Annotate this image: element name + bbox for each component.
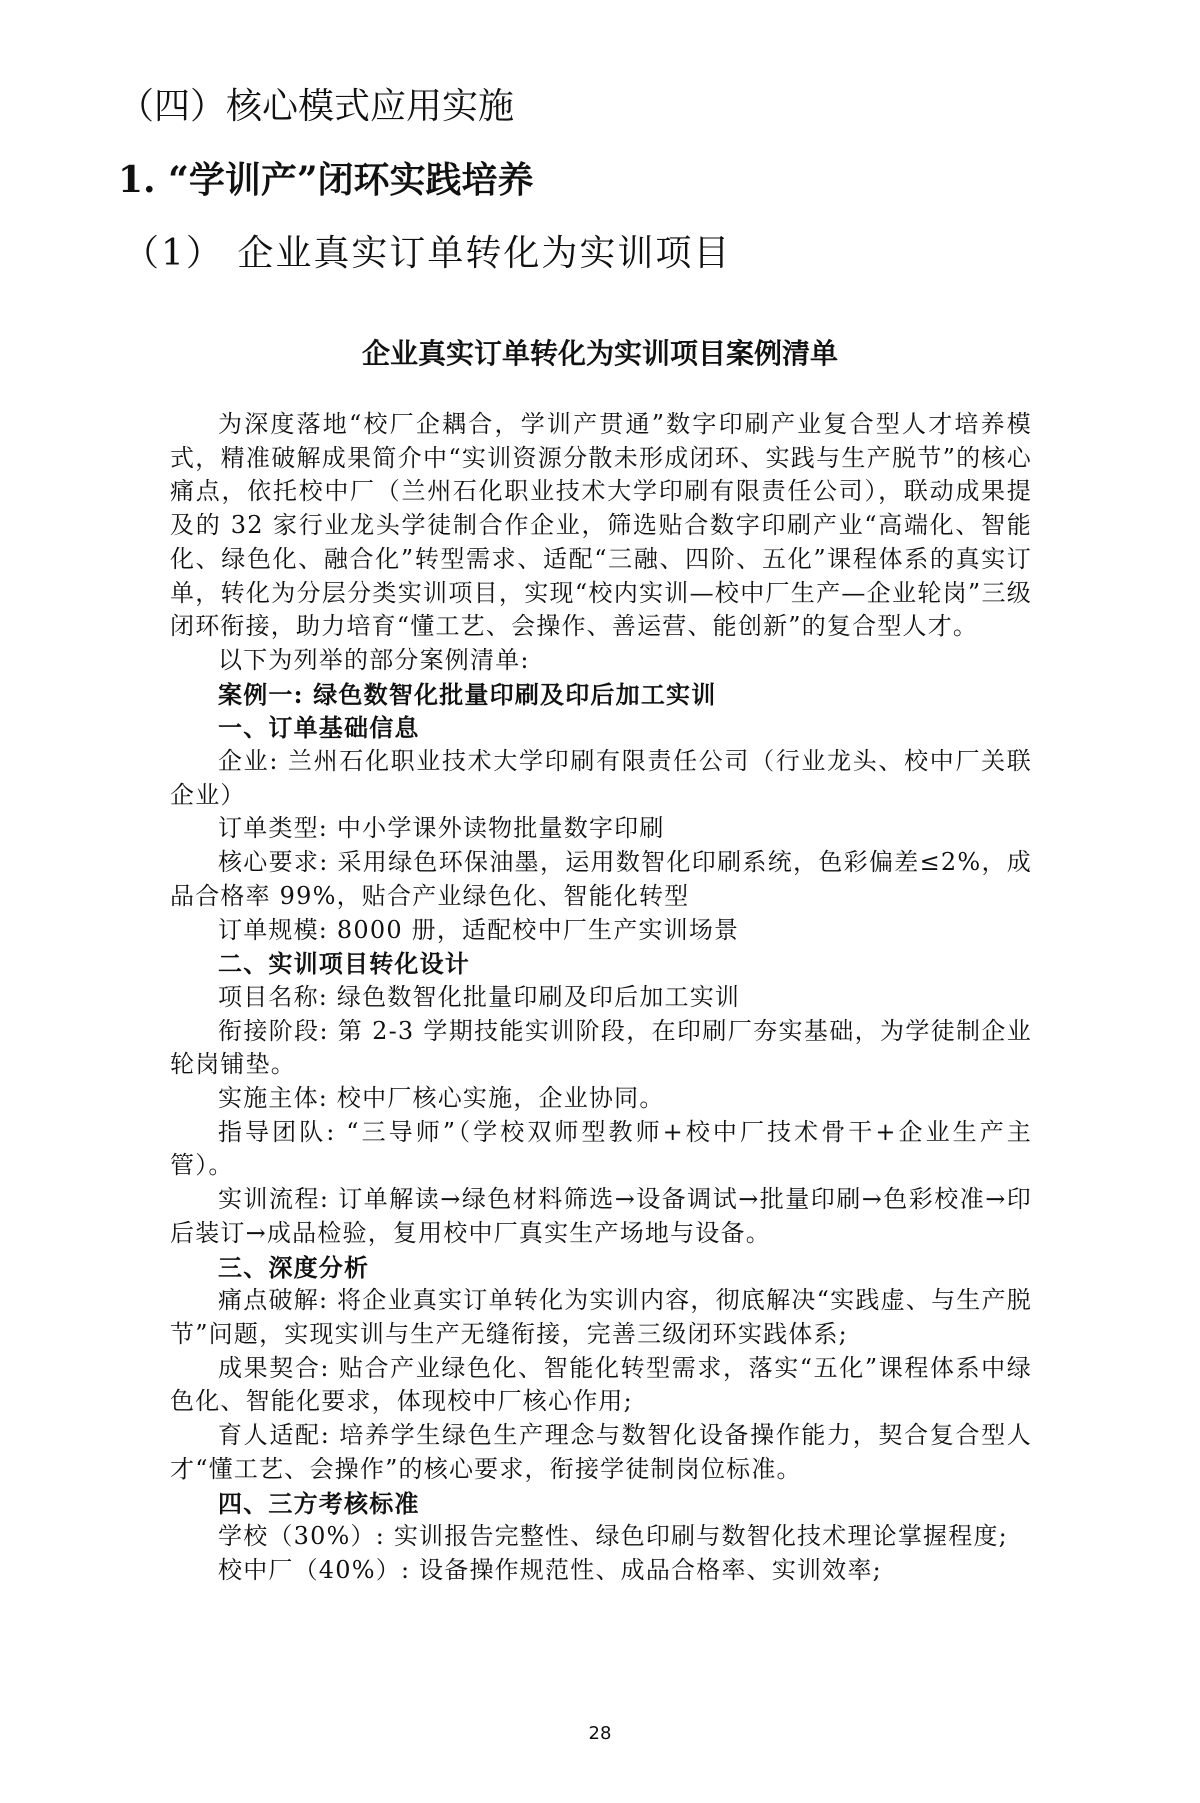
subsection-heading: 1. “学训产”闭环实践培养	[118, 159, 534, 201]
paragraph: 衔接阶段: 第 2-3 学期技能实训阶段，在印刷厂夯实基础，为学徒制企业轮岗铺垫。	[170, 1016, 1032, 1079]
case-heading: 一、订单基础信息	[218, 713, 420, 743]
document-title: 企业真实订单转化为实训项目案例清单	[361, 337, 838, 370]
section-heading: （四）核心模式应用实施	[118, 86, 515, 127]
page-number: 28	[588, 1723, 612, 1744]
paragraph: 指导团队: “三导师”（学校双师型教师+校中厂技术骨干+企业生产主管）。	[170, 1117, 1032, 1180]
paragraph: 订单类型: 中小学课外读物批量数字印刷	[218, 814, 665, 843]
paragraph: 订单规模: 8000 册，适配校中厂生产实训场景	[218, 915, 740, 944]
paragraph: 学校（30%）: 实训报告完整性、绿色印刷与数智化技术理论掌握程度;	[218, 1522, 1008, 1551]
paragraph: 项目名称: 绿色数智化批量印刷及印后加工实训	[218, 982, 741, 1011]
case-heading: 案例一: 绿色数智化批量印刷及印后加工实训	[218, 679, 717, 709]
paragraph: 育人适配: 培养学生绿色生产理念与数智化设备操作能力，契合复合型人才“懂工艺、会操作”的核心要求，衔接学徒制岗位标准。	[170, 1421, 1032, 1483]
paragraph: 校中厂（40%）: 设备操作规范性、成品合格率、实训效率;	[218, 1555, 882, 1584]
case-heading: 四、三方考核标准	[218, 1488, 420, 1518]
paragraph: 成果契合: 贴合产业绿色化、智能化转型需求，落实“五化”课程体系中绿色化、智能化要求，体现校中厂核心作用;	[170, 1353, 1032, 1416]
paragraph: 痛点破解: 将企业真实订单转化为实训内容，彻底解决“实践虚、与生产脱节”问题，实现实训与生产无缝衔接，完善三级闭环实践体系;	[170, 1286, 1032, 1348]
paragraph: 以下为列举的部分案例清单:	[218, 645, 530, 674]
paragraph: 实施主体: 校中厂核心实施，企业协同。	[218, 1084, 665, 1113]
paragraph: 核心要求: 采用绿色环保油墨，运用数智化印刷系统，色彩偏差≤2%，成品合格率 99%，贴合产业绿色化、智能化转型	[170, 848, 1032, 910]
subsubsection-heading: （1） 企业真实订单转化为实训项目	[123, 233, 732, 274]
case-heading: 二、实训项目转化设计	[218, 949, 470, 979]
document-body	[170, 408, 1032, 1588]
paragraph: 实训流程: 订单解读→绿色材料筛选→设备调试→批量印刷→色彩校准→印后装订→成品检验，复用校中厂真实生产场地与设备。	[170, 1185, 1032, 1247]
case-heading: 三、深度分析	[218, 1252, 370, 1282]
paragraph: 为深度落地“校厂企耦合，学训产贯通”数字印刷产业复合型人才培养模式，精准破解成果简介中“实训资源分散未形成闭环、实践与生产脱节”的核心痛点，依托校中厂（兰州石化职业技术大学印刷有限责任公司），联动成果提及的 32 家行业龙头学徒制合作企业，筛选贴合数字印刷产业“高端化、智能化、绿色化、融合化”转型需求、适配“三融、四阶、五化”课程体系的真实订单，转化为分层分类实训项目，实现“校内实训—校中厂生产—企业轮岗”三级闭环衔接，助力培育“懂工艺、会操作、善运营、能创新”的复合型人才。	[170, 410, 1032, 641]
paragraph: 企业: 兰州石化职业技术大学印刷有限责任公司（行业龙头、校中厂关联企业）	[170, 747, 1032, 809]
